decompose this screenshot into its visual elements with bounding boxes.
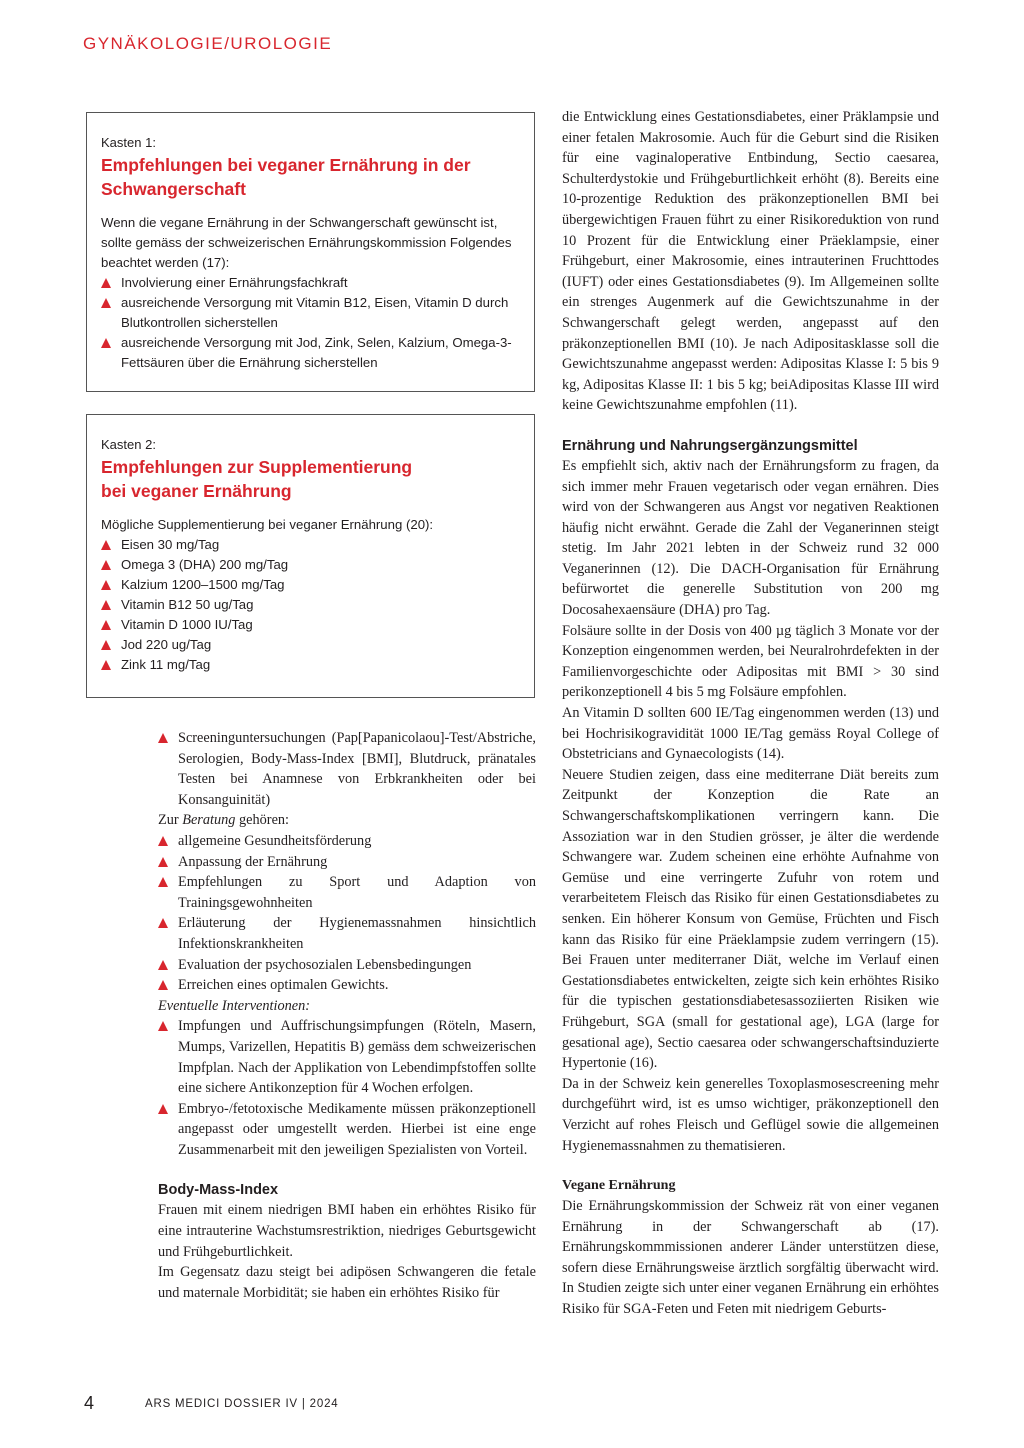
ernaehrung-heading: Ernährung und Nahrungsergänzungsmittel: [562, 437, 858, 454]
paragraph-folsaeure: Folsäure sollte in der Dosis von 400 µg täglich 3 Monate vor der Konzeption eingenommen werden, bei Neuralrohrdefekten in der Familienvorgeschichte oder Adipositas mit BMI > 30 sind perikonzeptionell 4 bis 5 mg Folsäure empfohlen.: [562, 622, 939, 701]
triangle-bullet-icon: [158, 1104, 168, 1114]
list-item-text: Vitamin D 1000 IU/Tag: [121, 617, 253, 632]
box-2-list: [101, 535, 520, 675]
paragraph-mediterrane-diaet: Neuere Studien zeigen, dass eine mediterrane Diät bereits zum Zeitpunkt der Konzeption die Rate an Schwangerschaftskomplikationen verringern kann. Die Assoziation war in den Studien grösser, je älter die werdende Schwangere war. Zudem scheinen eine erhöhte Aufnahme von Gemüse und eine verringerte Zufuhr von rotem und verarbeitetem Fleisch das Risiko für einen Gestationsdiabetes zu senken. Ein höherer Konsum von Gemüse, Früchten und Fisch kann das Risiko für eine Präeklampsie zudem verringern (15). Bei Frauen unter mediterraner Diät, welche im Verlauf einen Gestationsdiabetes entwickelten, zeigte sich kein erhöhtes Risiko für die typischen gestationsdiabetesassoziierten Risiken wie Frühgeburt, SGA (small for gestational age), LGA (large for gesational age), Sectio caesarea oder schwangerschaftsinduzierte Hypertonie (16).: [562, 766, 939, 1072]
list-item-text: Omega 3 (DHA) 200 mg/Tag: [121, 557, 289, 572]
box-1-title: [101, 153, 520, 201]
box-2-title-line-1: Empfehlungen zur Supplementierung: [101, 457, 413, 477]
box-2-title-line-2: bei veganer Ernährung: [101, 481, 292, 501]
list-item-text: Anpassung der Ernährung: [178, 853, 328, 870]
list-item: [158, 975, 536, 996]
triangle-bullet-icon: [158, 1021, 168, 1031]
interventionen-label-text: Eventuelle Interventionen:: [158, 997, 311, 1014]
box-2-label: Kasten 2:: [101, 437, 156, 452]
info-box-1: [86, 112, 535, 392]
list-item-text: Erreichen eines optimalen Gewichts.: [178, 977, 389, 994]
list-item-text: allgemeine Gesundheitsförderung: [178, 832, 372, 849]
list-item: [158, 1099, 536, 1161]
list-item: [101, 293, 520, 333]
triangle-bullet-icon: [158, 877, 168, 887]
triangle-bullet-icon: [158, 857, 168, 867]
page-number: 4: [84, 1393, 95, 1413]
interventionen-label: [158, 996, 536, 1017]
beratung-emphasis: Beratung: [182, 812, 236, 829]
triangle-bullet-icon: [101, 600, 111, 610]
triangle-bullet-icon: [101, 620, 111, 630]
list-item: [158, 913, 536, 954]
paragraph-vitamin-d: An Vitamin D sollten 600 IE/Tag eingenommen werden (13) und bei Hochrisikogravidität 1000 IE/Tag gemäss Royal College of Obstetricians and Gynaecologists (14).: [562, 705, 939, 763]
triangle-bullet-icon: [101, 338, 111, 348]
right-column: [562, 107, 939, 1320]
beratung-list: [158, 831, 536, 996]
list-item: [101, 655, 520, 675]
paragraph-gestationsdiabetes: die Entwicklung eines Gestationsdiabetes, einer Präklampsie und einer fetalen Makrosomie. Auch für die Geburt sind die Risiken für eine vaginaloperative Entbindung, Sectio caesarea, Schulterdystokie und Frühgeburtlichkeit erhöht (8). Bereits eine 10-prozentige Reduktion des präkonzeptionellen BMI bei übergewichtigen Frauen führt zu einer Risikoreduktion von rund 10 Prozent für die Entwicklung einer Präeklampsie, einer Frühgeburt, einer Makrosomie, eines intrauterinen Fruchttodes (IUFT) oder eines Gestationsdiabetes (9). Im Allgemeinen sollte ein strenges Augenmerk auf die Gewichtszunahme in der Schwangerschaft gelegt werden, angepasst auf den präkonzeptionellen BMI (10). Je nach Adipositasklasse soll die Gewichtszunahme angepasst werden: Adipositas Klasse I: 5 bis 9 kg, Adipositas Klasse II: 1 bis 5 kg; beiAdipositas Klasse III wird keine Gewichtszunahme empfohlen (11).: [562, 109, 939, 414]
list-item: [101, 615, 520, 635]
bmi-paragraph-1: Frauen mit einem niedrigen BMI haben ein erhöhtes Risiko für eine intrauterine Wachstumsrestriktion, niedriges Geburtsgewicht und Frühgeburtlichkeit.: [158, 1202, 536, 1260]
list-item-text: Erläuterung der Hygienemassnahmen hinsichtlich Infektionskrankheiten: [178, 915, 536, 952]
triangle-bullet-icon: [101, 278, 111, 288]
list-item: [101, 333, 520, 373]
box-2-intro: Mögliche Supplementierung bei veganer Ernährung (20):: [101, 517, 434, 532]
triangle-bullet-icon: [101, 560, 111, 570]
list-item: [158, 852, 536, 873]
list-item-text: Vitamin B12 50 ug/Tag: [121, 597, 254, 612]
triangle-bullet-icon: [158, 980, 168, 990]
list-item: [158, 831, 536, 852]
box-2-title: [101, 455, 520, 503]
list-item-text: ausreichende Versorgung mit Jod, Zink, Selen, Kalzium, Omega-3-Fettsäuren über die Ernährung sicherstellen: [121, 335, 512, 370]
beratung-suffix: gehören:: [235, 812, 290, 829]
interventionen-list: [158, 1016, 536, 1160]
triangle-bullet-icon: [158, 960, 168, 970]
box-1-list: [101, 273, 520, 373]
list-item: [101, 595, 520, 615]
left-column: [158, 728, 536, 1303]
list-item-text: Screeninguntersuchungen (Pap[Papanicolaou]-Test/Abstriche, Serologien, Body-Mass-Index [BMI], Blutdruck, pränatales Testen bei Anamnese von Erbkrankheiten oder bei Konsanguinität): [178, 730, 536, 808]
triangle-bullet-icon: [101, 540, 111, 550]
list-item: [101, 535, 520, 555]
paragraph-toxoplasmose: Da in der Schweiz kein generelles Toxoplasmosescreening mehr durchgeführt wird, ist es umso wichtiger, präkonzeptionell den Verzicht auf rohes Fleisch und Geflügel sowie die allgemeinen Hygienemassnahmen zu thematisieren.: [562, 1075, 939, 1154]
bmi-heading: Body-Mass-Index: [158, 1182, 279, 1199]
list-item-text: Eisen 30 mg/Tag: [121, 537, 220, 552]
triangle-bullet-icon: [158, 733, 168, 743]
beratung-intro: [158, 810, 536, 831]
list-item: [101, 575, 520, 595]
list-item: [158, 1016, 536, 1098]
box-1-title-line-2: Schwangerschaft: [101, 179, 246, 199]
paragraph-ernaehrungsform: Es empfiehlt sich, aktiv nach der Ernährungsform zu fragen, da sich immer mehr Frauen vegetarisch oder vegan ernähren. Dies wird von der Schwangeren aus Angst vor negativen Reaktionen häufig nicht erwähnt. Gerade die Zahl der Veganerinnen steigt stetig. Im Jahr 2021 lebten in der Schweiz rund 32 000 Veganerinnen (12). Die DACH-Organisation für Ernährung befürwortet die generelle Substitution von 200 mg Docosahexaensäure (DHA) pro Tag.: [562, 457, 939, 619]
box-1-intro: Wenn die vegane Ernährung in der Schwangerschaft gewünscht ist, sollte gemäss der schweizerischen Ernährungskommission Folgendes beachtet werden (17):: [101, 215, 512, 270]
paragraph-vegane-ernaehrung: Die Ernährungskommission der Schweiz rät von einer veganen Ernährung in der Schwangerschaft ab (17). Ernährungskommmissionen anderer Länder unterstützen diese, sofern diese Ernährungsweise ärztlich sorgfältig überwacht wird. In Studien zeigte sich unter einer veganen Ernährung ein erhöhtes Risiko für SGA-Feten und Feten mit niedrigem Geburts-: [562, 1198, 939, 1318]
list-item-text: Involvierung einer Ernährungsfachkraft: [121, 275, 348, 290]
box-1-title-line-1: Empfehlungen bei veganer Ernährung in der: [101, 155, 471, 175]
list-item: [158, 955, 536, 976]
list-item-text: Evaluation der psychosozialen Lebensbedingungen: [178, 956, 472, 973]
triangle-bullet-icon: [158, 918, 168, 928]
list-item: [158, 872, 536, 913]
list-item-text: Jod 220 ug/Tag: [121, 637, 212, 652]
section-label: GYNÄKOLOGIE/UROLOGIE: [83, 34, 333, 53]
list-item: [101, 635, 520, 655]
list-item-text: Impfungen und Auffrischungsimpfungen (Röteln, Masern, Mumps, Varizellen, Hepatitis B) gemäss dem schweizerischen Impfplan. Nach der Applikation von Lebendimpfstoffen sollte eine sichere Antikonzeption für 4 Wochen erfolgen.: [178, 1018, 536, 1097]
list-item-text: Zink 11 mg/Tag: [121, 657, 211, 672]
triangle-bullet-icon: [101, 640, 111, 650]
list-item-text: Empfehlungen zu Sport und Adaption von Trainingsgewohnheiten: [178, 874, 536, 911]
triangle-bullet-icon: [101, 580, 111, 590]
list-item-text: ausreichende Versorgung mit Vitamin B12, Eisen, Vitamin D durch Blutkontrollen sicherstellen: [121, 295, 509, 330]
info-box-2: [86, 414, 535, 698]
beratung-prefix: Zur: [158, 812, 183, 829]
screening-list: [158, 728, 536, 810]
list-item-text: Embryo-/fetotoxische Medikamente müssen präkonzeptionell angepasst oder umgestellt werden. Hierbei ist eine enge Zusammenarbeit mit den jeweiligen Spezialisten von Vorteil.: [178, 1100, 536, 1158]
list-item: [101, 273, 520, 293]
list-item: [101, 555, 520, 575]
bmi-paragraph-2: Im Gegensatz dazu steigt bei adipösen Schwangeren die fetale und maternale Morbidität; sie haben ein erhöhtes Risiko für: [158, 1264, 536, 1301]
box-1-label: Kasten 1:: [101, 135, 156, 150]
triangle-bullet-icon: [101, 298, 111, 308]
list-item-text: Kalzium 1200–1500 mg/Tag: [121, 577, 285, 592]
vegan-heading: Vegane Ernährung: [562, 1178, 676, 1194]
list-item: [158, 728, 536, 810]
triangle-bullet-icon: [101, 660, 111, 670]
triangle-bullet-icon: [158, 836, 168, 846]
publication-footer: ARS MEDICI DOSSIER IV | 2024: [145, 1398, 339, 1410]
